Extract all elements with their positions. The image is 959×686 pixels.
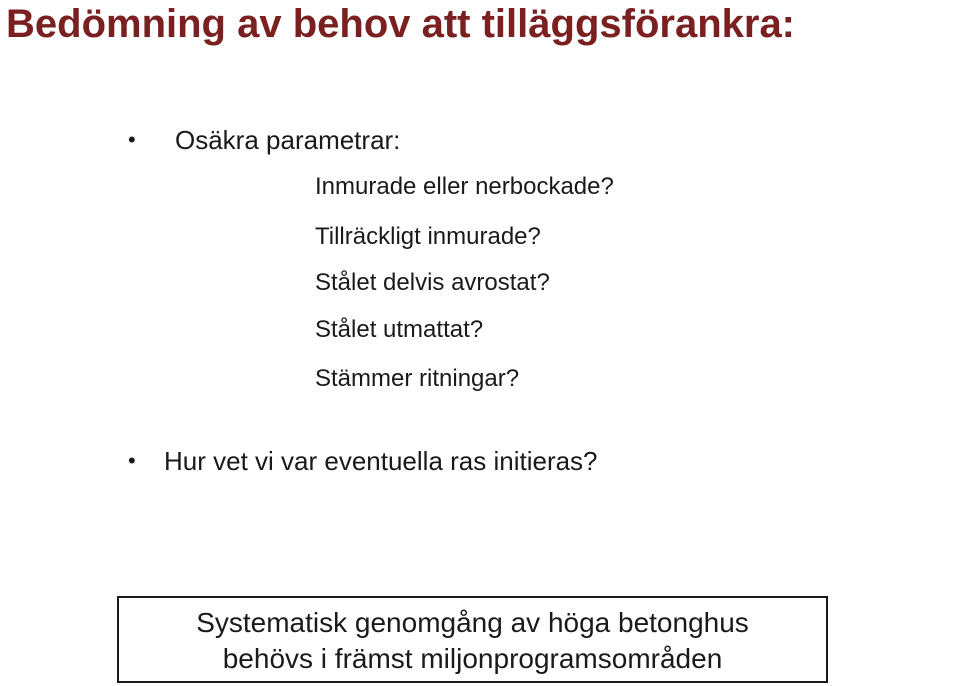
bullet-marker: • [128, 127, 136, 152]
sub-item-steel-partly-corroded: Stålet delvis avrostat? [315, 269, 550, 296]
sub-item-steel-fatigued: Stålet utmattat? [315, 316, 484, 343]
sub-item-sufficiently-walled: Tillräckligt inmurade? [315, 223, 541, 250]
slide-title: Bedömning av behov att tilläggsförankra: [6, 2, 796, 46]
bullet-uncertain-parameters: Osäkra parametrar: [175, 125, 401, 155]
bullet-collapse-initiation: Hur vet vi var eventuella ras initieras? [164, 446, 598, 476]
callout-line-2: behövs i främst miljonprogramsområden [222, 643, 723, 674]
callout-line-1: Systematisk genomgång av höga betonghus [196, 607, 749, 638]
bullet-marker: • [128, 448, 136, 473]
sub-item-walled-or-bent: Inmurade eller nerbockade? [315, 173, 614, 200]
sub-item-drawings-correct: Stämmer ritningar? [315, 365, 520, 392]
conclusion-callout-box [117, 596, 828, 683]
